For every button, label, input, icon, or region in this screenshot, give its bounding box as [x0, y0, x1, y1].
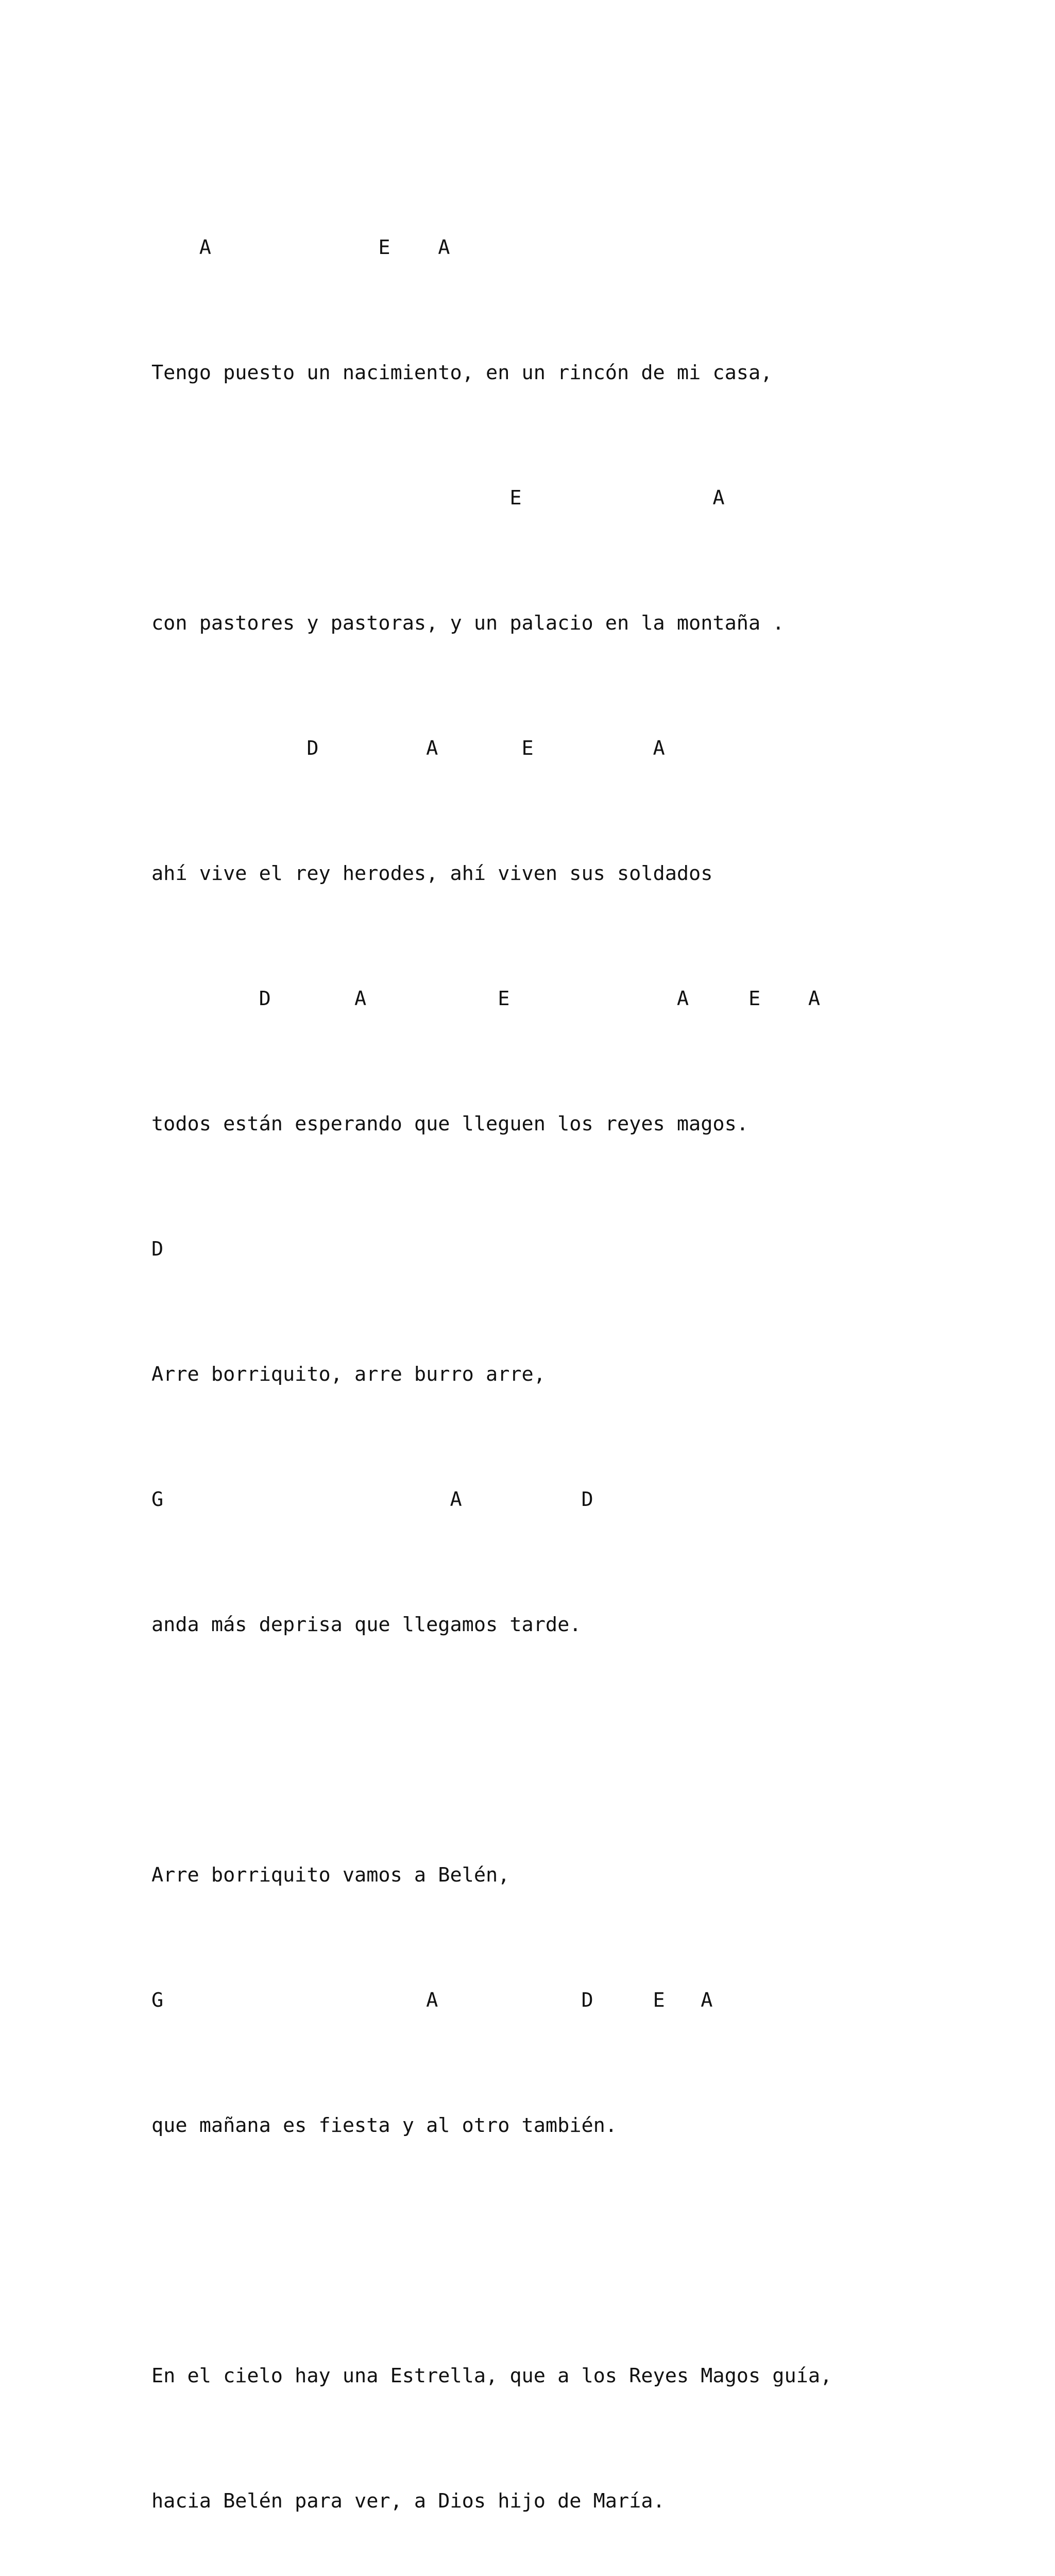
lyric-line: con pastores y pastoras, y un palacio en la montaña .	[151, 612, 785, 635]
chord-line: D A E A	[151, 737, 665, 760]
chord-line: G A D E A	[151, 1989, 713, 2012]
chord-line: D	[151, 1238, 164, 1261]
blank-line	[151, 2230, 832, 2272]
chord-line: G A D	[151, 1488, 593, 1511]
lyric-line: que mañana es fiesta y al otro también.	[151, 2114, 617, 2137]
lyric-line: ahí vive el rey herodes, ahí viven sus soldados	[151, 862, 713, 885]
lyric-line: Arre borriquito vamos a Belén,	[151, 1863, 510, 1887]
chord-line: D A E A E A	[151, 987, 821, 1010]
lyric-line: Tengo puesto un nacimiento, en un rincón de mi casa,	[151, 361, 773, 384]
lyric-line: anda más deprisa que llegamos tarde.	[151, 1613, 582, 1636]
lyric-line: En el cielo hay una Estrella, que a los Reyes Magos guía,	[151, 2364, 832, 2387]
chord-line: E A	[151, 486, 725, 510]
lyric-line: hacia Belén para ver, a Dios hijo de María.	[151, 2489, 665, 2513]
chord-line: A E A	[151, 236, 450, 259]
song-sheet	[151, 143, 832, 2576]
blank-line	[151, 1729, 832, 1771]
lyric-line: todos están esperando que lleguen los reyes magos.	[151, 1112, 748, 1136]
lyric-line: Arre borriquito, arre burro arre,	[151, 1363, 546, 1386]
